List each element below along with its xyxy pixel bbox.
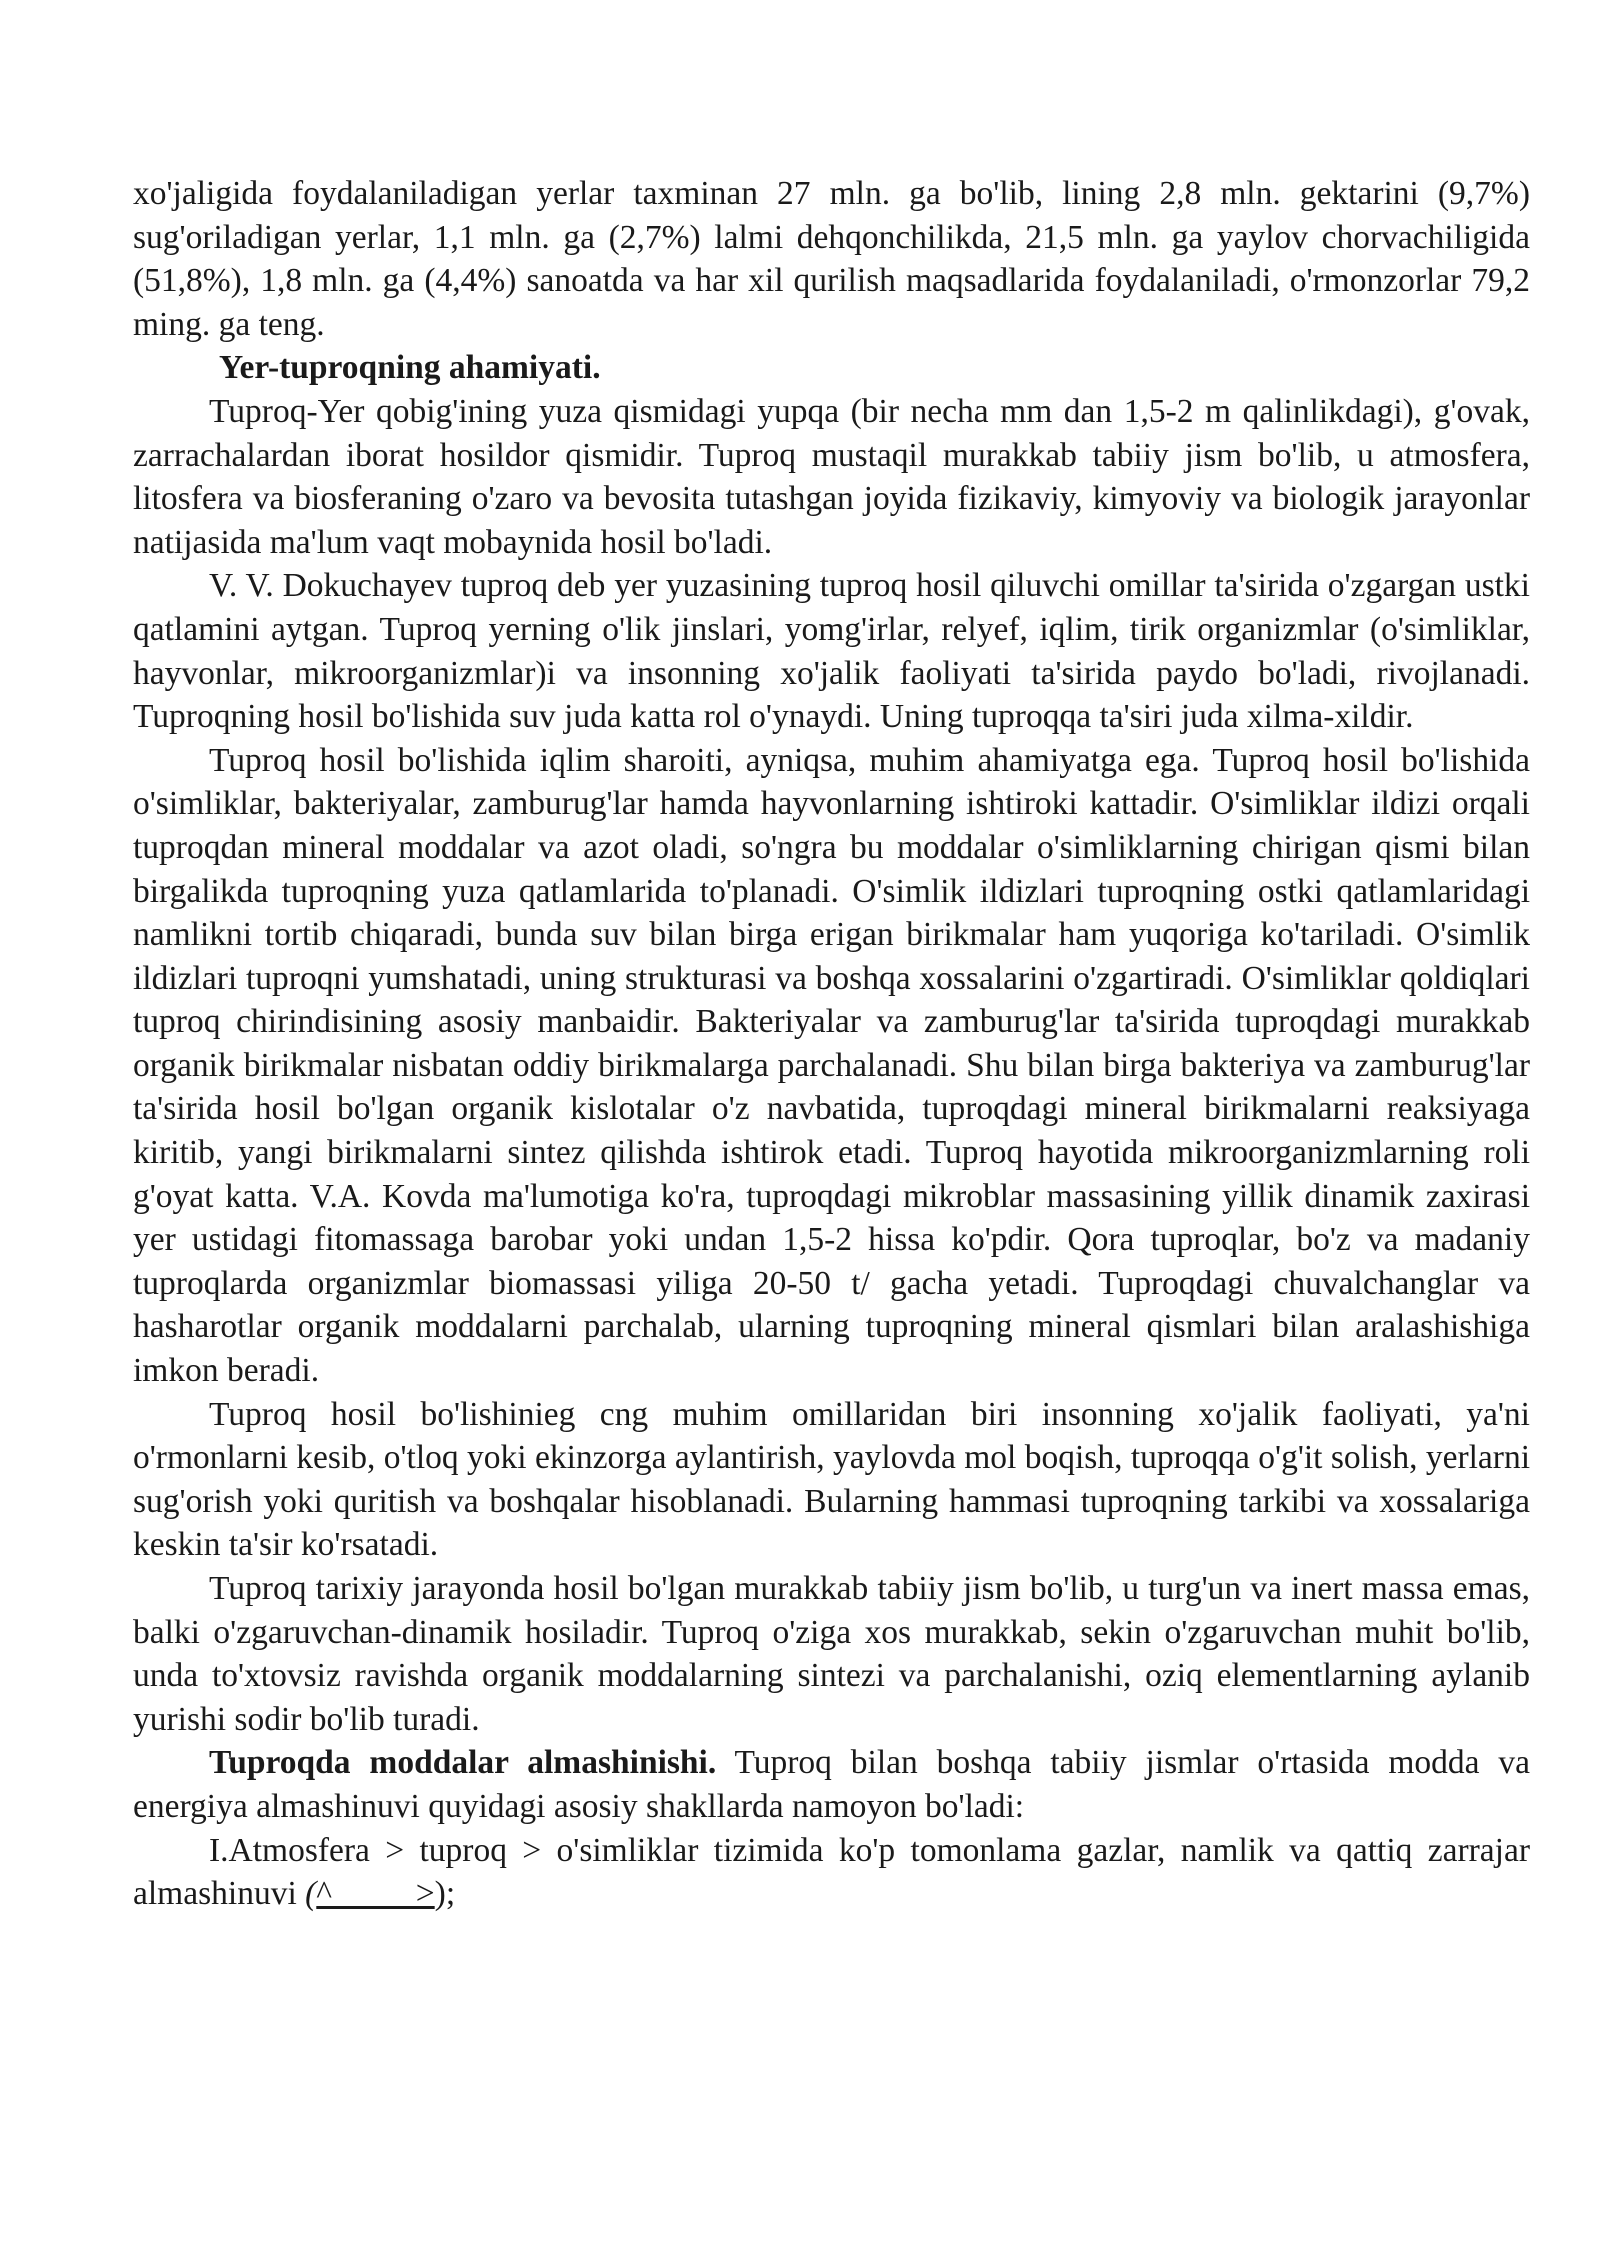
paragraph-dokuchayev: V. V. Dokuchayev tuproq deb yer yuzasining tuproq hosil qiluvchi omillar ta'sirida o'zgargan ustki qatlamini aytgan. Tuproq yerning o'lik jinslari, yomg'irlar, relyef, iqlim, tirik organizmlar (o'simliklar, hayvonlar, mikroorganizmlar)i va insonning xo'jalik faoliyati ta'sirida paydo bo'ladi, rivojlanadi. Tuproqning hosil bo'lishida suv juda katta rol o'ynaydi. Uning tuproqqa ta'siri juda xilma-xildir. [133, 567, 1530, 736]
paragraph-soil-formation-factors: Tuproq hosil bo'lishida iqlim sharoiti, ayniqsa, muhim ahamiyatga ega. Tuproq hosil bo'lishida o'simliklar, bakteriyalar, zamburug'lar hamda hayvonlarning ishtiroki kattadir. O'simliklar ildizi orqali tuproqdan mineral moddalar va azot oladi, so'ngra bu moddalar o'simliklarning chirigan qismi bilan birgalikda tuproqning yuza qatlamlarida to'planadi. O'simlik ildizlari tuproqning ostki qatlamlaridagi namlikni tortib chiqaradi, bunda suv bilan birga erigan birikmalar ham yuqoriga ko'tariladi. O'simlik ildizlari tuproqni yumshatadi, uning strukturasi va boshqa xossalarini o'zgartiradi. O'simliklar qoldiqlari tuproq chirindisining asosiy manbaidir. Bakteriyalar va zamburug'lar ta'sirida tuproqdagi murakkab organik birikmalar nisbatan oddiy birikmalarga parchalanadi. Shu bilan birga bakteriya va zamburug'lar ta'sirida hosil bo'lgan organik kislotalar o'z navbatida, tuproqdagi mineral birikmalarni reaksiyaga kiritib, yangi birikmalarni sintez qilishda ishtirok etadi. Tuproq hayotida mikroorganizmlarning roli g'oyat katta. V.A. Kovda ma'lumotiga ko'ra, tuproqdagi mikroblar massasining yillik dinamik zaxirasi yer ustidagi fitomassaga barobar yoki undan 1,5-2 hissa ko'pdir. Qora tuproqlar, bo'z va madaniy tuproqlarda organizmlar biomassasi yiliga 20-50 t/ gacha yetadi. Tuproqdagi chuvalchanglar va hasharotlar organik moddalarni parchalab, ularning tuproqning mineral qismlari bilan aralashishiga imkon beradi. [133, 741, 1530, 1390]
formula-blank: ^_____> [316, 1875, 435, 1913]
paragraph-soil-definition: Tuproq-Yer qobig'ining yuza qismidagi yupqa (bir necha mm dan 1,5-2 m qalinlikdagi), g'ovak, zarrachalardan iborat hosildor qismidir. Tuproq mustaqil murakkab tabiiy jism bo'lib, u atmosfera, litosfera va biosferaning o'zaro va bevosita tutashgan joyida fizikaviy, kimyoviy va biologik jarayonlar natijasida ma'lum vaqt mobaynida hosil bo'ladi. [133, 392, 1530, 561]
formula-close-paren: ); [434, 1875, 456, 1913]
paragraph-substance-exchange-text: Tuproq bilan boshqa tabiiy jismlar o'rtasida modda va energiya almashinuvi quyidagi asosiy shakllarda namoyon bo'ladi: [133, 1744, 1530, 1825]
paragraph-land-use: xo'jaligida foydalaniladigan yerlar taxminan 27 mln. ga bo'lib, lining 2,8 mln. gektarini (9,7%) sug'oriladigan yerlar, 1,1 mln. ga (2,7%) lalmi dehqonchilikda, 21,5 mln. ga yaylov chorvachiligida (51,8%), 1,8 mln. ga (4,4%) sanoatda va har xil qurilish maqsadlarida foydalaniladi, o'rmonzorlar 79,2 ming. ga teng. [133, 175, 1530, 343]
paragraph-exchange-item-1 [133, 1829, 1530, 1916]
paragraph-human-activity: Tuproq hosil bo'lishinieg cng muhim omillaridan biri insonning xo'jalik faoliyati, ya'ni o'rmonlarni kesib, o'tloq yoki ekinzorga aylantirish, yaylovda mol boqish, tuproqqa o'g'it solish, yerlarni sug'orish yoki quritish va boshqalar hisoblanadi. Bularning hammasi tuproqning tarkibi va xossalariga keskin ta'sir ko'rsatadi. [133, 1395, 1530, 1564]
exchange-item-1-text: I.Atmosfera > tuproq > o'simliklar tizimida ko'p tomonlama gazlar, namlik va qattiq zarrajar almashinuvi [133, 1831, 1530, 1913]
paragraph-soil-dynamic: Tuproq tarixiy jarayonda hosil bo'lgan murakkab tabiiy jism bo'lib, u turg'un va inert massa emas, balki o'zgaruvchan-dinamik hosiladir. Tuproq o'ziga xos murakkab, sekin o'zgaruvchan muhit bo'lib, unda to'xtovsiz ravishda organik moddalarning sintezi va parchalanishi, oziq elementlarning aylanib yurishi sodir bo'lib turadi. [133, 1570, 1530, 1738]
paragraph-substance-exchange [133, 1741, 1530, 1828]
document-page [133, 172, 1530, 1916]
inline-heading-substance-exchange: Tuproqda moddalar almashinishi. [209, 1744, 717, 1782]
section-heading-soil-importance: Yer-tuproqning ahamiyati. [219, 349, 601, 387]
formula-open-paren: ( [305, 1875, 317, 1913]
